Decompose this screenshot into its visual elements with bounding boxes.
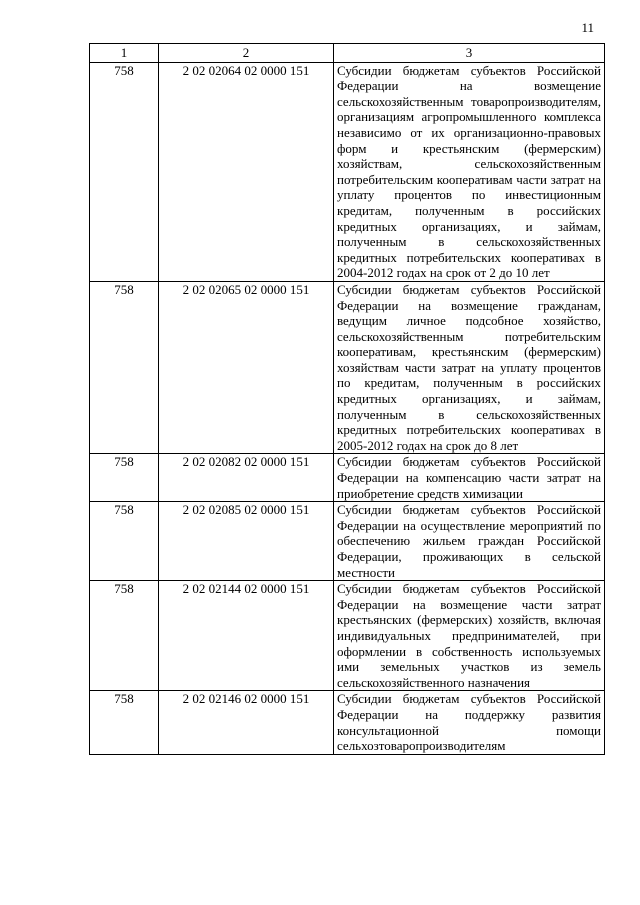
page-number: 11 bbox=[581, 20, 594, 35]
revenue-description: Субсидии бюджетам субъектов Российской Федерации на поддержку развития консультационной помощи сельхозтоваропроизводителям bbox=[334, 691, 605, 754]
administrator-code: 758 bbox=[90, 454, 159, 502]
revenue-description: Субсидии бюджетам субъектов Российской Федерации на возмещение сельскохозяйственным товаропроизводителям, организациям агропромышленного комплекса независимо от их организационно-правовых форм и крестьянским (фермерским) хозяйствам, сельскохозяйственным потребительским кооперативам части затрат на уплату процентов по инвестиционным кредитам, полученным в российских кредитных организациях, и займам, полученным в сельскохозяйственных кредитных потребительских кооперативах в 2004-2012 годах на срок от 2 до 10 лет bbox=[334, 62, 605, 281]
administrator-code: 758 bbox=[90, 62, 159, 281]
table-row bbox=[90, 281, 605, 454]
table-row bbox=[90, 691, 605, 754]
table-row bbox=[90, 581, 605, 691]
column-header-3: 3 bbox=[334, 44, 605, 63]
revenue-description: Субсидии бюджетам субъектов Российской Федерации на компенсацию части затрат на приобретение средств химизации bbox=[334, 454, 605, 502]
table-row bbox=[90, 502, 605, 581]
revenue-description: Субсидии бюджетам субъектов Российской Федерации на возмещение гражданам, ведущим личное подсобное хозяйство, сельскохозяйственным потребительским кооперативам, крестьянским (фермерским) хозяйствам части затрат на уплату процентов по кредитам, полученным в российских кредитных организациях, и займам, полученным в сельскохозяйственных кредитных потребительских кооперативах в 2005-2012 годах на срок до 8 лет bbox=[334, 281, 605, 454]
budget-classification-code: 2 02 02085 02 0000 151 bbox=[159, 502, 334, 581]
administrator-code: 758 bbox=[90, 281, 159, 454]
table-header-row bbox=[90, 44, 605, 63]
budget-classification-code: 2 02 02065 02 0000 151 bbox=[159, 281, 334, 454]
revenue-description: Субсидии бюджетам субъектов Российской Федерации на возмещение части затрат крестьянских (фермерских) хозяйств, включая индивидуальных предпринимателей, при оформлении в собственность используемых ими земельных участков из земель сельскохозяйственного назначения bbox=[334, 581, 605, 691]
column-header-2: 2 bbox=[159, 44, 334, 63]
budget-classification-code: 2 02 02082 02 0000 151 bbox=[159, 454, 334, 502]
administrator-code: 758 bbox=[90, 691, 159, 754]
administrator-code: 758 bbox=[90, 581, 159, 691]
revenue-description: Субсидии бюджетам субъектов Российской Федерации на осуществление мероприятий по обеспечению жильем граждан Российской Федерации, проживающих в сельской местности bbox=[334, 502, 605, 581]
column-header-1: 1 bbox=[90, 44, 159, 63]
budget-classification-code: 2 02 02064 02 0000 151 bbox=[159, 62, 334, 281]
budget-classification-code: 2 02 02144 02 0000 151 bbox=[159, 581, 334, 691]
table-row bbox=[90, 454, 605, 502]
administrator-code: 758 bbox=[90, 502, 159, 581]
table-row bbox=[90, 62, 605, 281]
budget-classification-code: 2 02 02146 02 0000 151 bbox=[159, 691, 334, 754]
budget-codes-table bbox=[89, 43, 605, 755]
